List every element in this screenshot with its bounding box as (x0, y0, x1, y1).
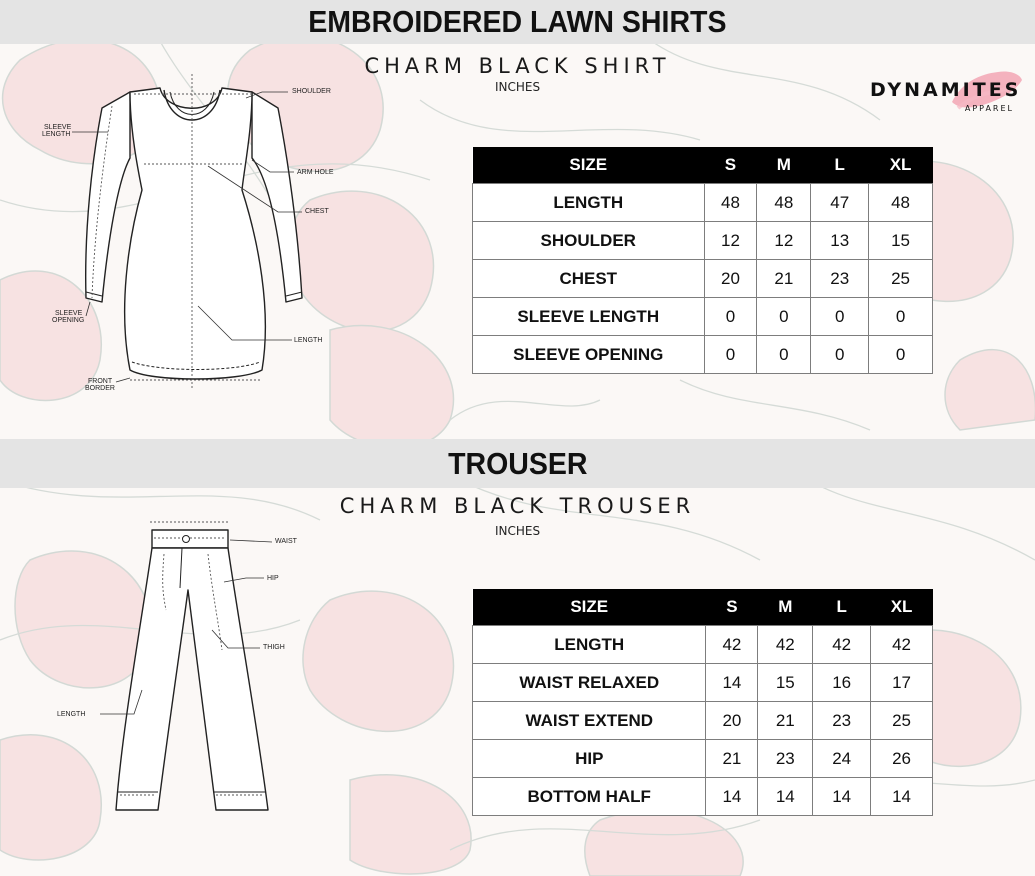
table-header-row (473, 147, 933, 184)
header-xl: XL (871, 589, 933, 626)
cell-value: 0 (757, 336, 811, 374)
header-m: M (757, 147, 811, 184)
shirt-size-table (472, 147, 933, 374)
cell-value: 0 (811, 336, 869, 374)
row-label: WAIST EXTEND (473, 702, 706, 740)
row-label: SHOULDER (473, 222, 705, 260)
label-thigh: THIGH (263, 644, 285, 651)
cell-value: 0 (704, 336, 757, 374)
trouser-heading: TROUSER (447, 445, 588, 481)
cell-value: 12 (757, 222, 811, 260)
cell-value: 15 (869, 222, 933, 260)
label-trouser-length: LENGTH (57, 711, 86, 718)
row-label: LENGTH (473, 184, 705, 222)
header-size: SIZE (473, 589, 706, 626)
table-row (473, 740, 933, 778)
label-chest: CHEST (305, 208, 329, 215)
row-label: CHEST (473, 260, 705, 298)
cell-value: 12 (704, 222, 757, 260)
label-arm-hole: ARM HOLE (297, 169, 334, 176)
table-row (473, 336, 933, 374)
cell-value: 0 (757, 298, 811, 336)
cell-value: 48 (757, 184, 811, 222)
table-row (473, 260, 933, 298)
cell-value: 14 (871, 778, 933, 816)
cell-value: 0 (869, 336, 933, 374)
label-shoulder: SHOULDER (292, 88, 331, 95)
row-label: WAIST RELAXED (473, 664, 706, 702)
header-l: L (811, 147, 869, 184)
table-row (473, 778, 933, 816)
cell-value: 42 (813, 626, 871, 664)
cell-value: 16 (813, 664, 871, 702)
cell-value: 13 (811, 222, 869, 260)
cell-value: 21 (706, 740, 758, 778)
cell-value: 0 (704, 298, 757, 336)
label-sleeve-opening-2: OPENING (52, 317, 85, 324)
cell-value: 0 (811, 298, 869, 336)
brand-name: DYNAMITES (870, 79, 1022, 101)
label-front-border-2: BORDER (85, 385, 115, 392)
label-hip: HIP (267, 575, 279, 582)
trouser-units: INCHES (494, 524, 541, 538)
table-row (473, 702, 933, 740)
cell-value: 14 (706, 664, 758, 702)
table-header-row (473, 589, 933, 626)
brand-logo (858, 64, 1028, 124)
trouser-size-table (472, 589, 933, 816)
table-row (473, 626, 933, 664)
table-row (473, 184, 933, 222)
row-label: SLEEVE LENGTH (473, 298, 705, 336)
label-sleeve-opening-1: SLEEVE (55, 310, 83, 317)
header-xl: XL (869, 147, 933, 184)
row-label: SLEEVE OPENING (473, 336, 705, 374)
brand-subtitle: APPAREL (964, 104, 1014, 113)
cell-value: 20 (706, 702, 758, 740)
label-front-border-1: FRONT (88, 378, 113, 385)
cell-value: 47 (811, 184, 869, 222)
cell-value: 21 (758, 702, 813, 740)
label-waist: WAIST (275, 538, 297, 545)
table-row (473, 664, 933, 702)
cell-value: 48 (869, 184, 933, 222)
shirt-heading-band (0, 0, 1035, 44)
cell-value: 25 (869, 260, 933, 298)
trouser-subtitle: CHARM BLACK TROUSER (339, 494, 696, 518)
table-row (473, 298, 933, 336)
cell-value: 21 (757, 260, 811, 298)
cell-value: 42 (706, 626, 758, 664)
cell-value: 23 (811, 260, 869, 298)
cell-value: 14 (706, 778, 758, 816)
header-m: M (758, 589, 813, 626)
table-row (473, 222, 933, 260)
cell-value: 24 (813, 740, 871, 778)
header-s: S (704, 147, 757, 184)
cell-value: 26 (871, 740, 933, 778)
cell-value: 23 (758, 740, 813, 778)
cell-value: 15 (758, 664, 813, 702)
cell-value: 25 (871, 702, 933, 740)
cell-value: 20 (704, 260, 757, 298)
cell-value: 42 (871, 626, 933, 664)
label-sleeve-length-2: LENGTH (42, 131, 71, 138)
row-label: HIP (473, 740, 706, 778)
shirt-subtitle: CHARM BLACK SHIRT (364, 54, 671, 78)
cell-value: 48 (704, 184, 757, 222)
shirt-diagram (30, 70, 360, 400)
trouser-diagram (100, 510, 320, 830)
label-length: LENGTH (294, 337, 323, 344)
cell-value: 14 (758, 778, 813, 816)
shirt-heading: EMBROIDERED LAWN SHIRTS (308, 4, 727, 39)
row-label: LENGTH (473, 626, 706, 664)
shirt-units: INCHES (494, 80, 541, 94)
header-l: L (813, 589, 871, 626)
header-size: SIZE (473, 147, 705, 184)
cell-value: 42 (758, 626, 813, 664)
cell-value: 14 (813, 778, 871, 816)
cell-value: 23 (813, 702, 871, 740)
trouser-heading-band (0, 439, 1035, 488)
row-label: BOTTOM HALF (473, 778, 706, 816)
header-s: S (706, 589, 758, 626)
cell-value: 0 (869, 298, 933, 336)
cell-value: 17 (871, 664, 933, 702)
label-sleeve-length-1: SLEEVE (44, 124, 72, 131)
